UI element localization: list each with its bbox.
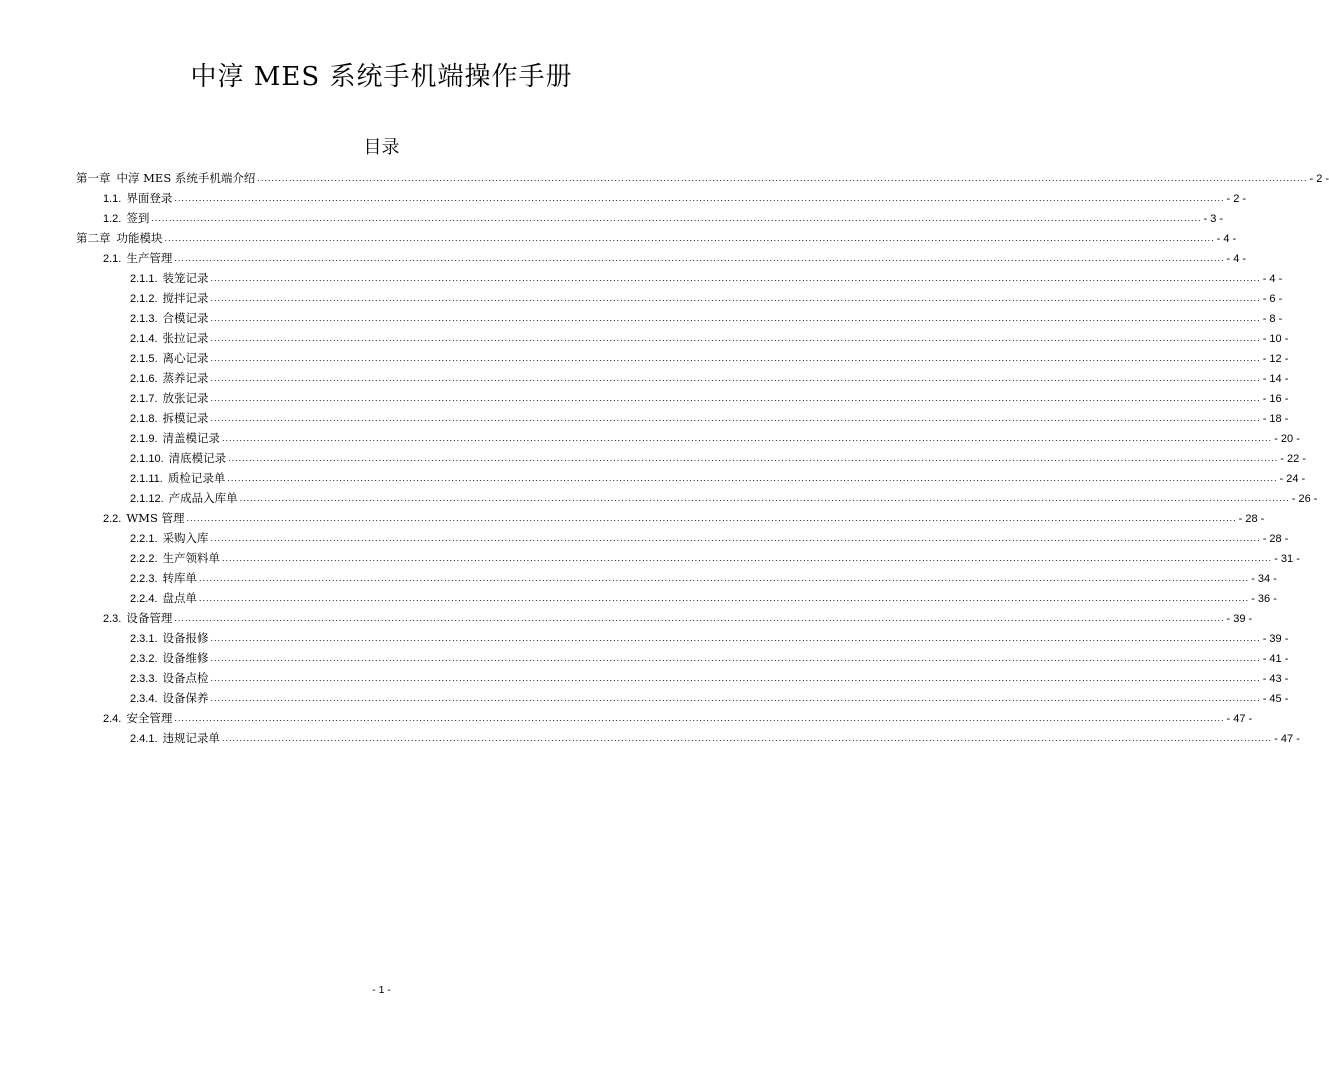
toc-leader-dots: ............................................................................................................................................................................................................................................................................................................ [210, 273, 1261, 283]
toc-entry-page: - 8 - [1262, 313, 1283, 325]
toc-entry-page: - 34 - [1251, 573, 1277, 585]
toc-entry-page: - 2 - [1309, 173, 1329, 185]
document-title: 中淳 MES 系统手机端操作手册 [190, 62, 573, 92]
toc-entry-number: 2.3.4. [130, 693, 158, 705]
toc-entry-number: 2.3. [103, 613, 122, 625]
toc-entry-label: 盘点单 [162, 591, 198, 605]
toc-entry-page: - 39 - [1262, 633, 1289, 645]
toc-leader-dots: ............................................................................................................................................................................................................................................................................................................ [227, 473, 1278, 483]
toc-leader-dots: ............................................................................................................................................................................................................................................................................................................ [164, 233, 1215, 243]
toc-entry-number: 2.2.4. [130, 593, 158, 605]
toc-heading: 目录 [363, 137, 400, 158]
toc-entry-label: 离心记录 [162, 351, 209, 365]
toc-entry[interactable] [76, 488, 1318, 508]
toc-entry-label: 安全管理 [126, 711, 173, 725]
toc-entry-label: 清底模记录 [168, 451, 227, 465]
toc-entry[interactable] [76, 508, 1265, 528]
toc-entry-label: 搅拌记录 [162, 291, 209, 305]
toc-leader-dots: ............................................................................................................................................................................................................................................................................................................ [222, 433, 1273, 443]
toc-entry-number: 2.1.6. [130, 373, 158, 385]
toc-entry-page: - 10 - [1262, 333, 1289, 345]
toc-entry-number: 2.1.9. [130, 433, 158, 445]
toc-leader-dots: ............................................................................................................................................................................................................................................................................................................ [210, 393, 1261, 403]
toc-entry-label: 设备管理 [126, 611, 173, 625]
toc-entry-label: 产成品入库单 [168, 491, 238, 505]
toc-entry[interactable] [76, 668, 1289, 688]
toc-entry-number: 第二章 [76, 231, 111, 245]
toc-entry[interactable] [76, 468, 1306, 488]
toc-leader-dots: ............................................................................................................................................................................................................................................................................................................ [199, 573, 1250, 583]
toc-entry-number: 2.1.11. [130, 473, 163, 485]
toc-entry[interactable] [76, 448, 1306, 468]
toc-entry[interactable] [76, 688, 1289, 708]
toc-entry-page: - 4 - [1216, 233, 1237, 245]
toc-entry[interactable] [76, 548, 1300, 568]
toc-entry-label: 生产领料单 [162, 551, 221, 565]
table-of-contents [76, 168, 1329, 748]
toc-entry-page: - 2 - [1226, 193, 1247, 205]
toc-entry-number: 2.2. [103, 513, 122, 525]
toc-entry-label: 界面登录 [126, 191, 173, 205]
toc-leader-dots: ............................................................................................................................................................................................................................................................................................................ [174, 613, 1225, 623]
toc-entry[interactable] [76, 588, 1277, 608]
toc-entry[interactable] [76, 648, 1289, 668]
toc-entry-page: - 6 - [1262, 293, 1283, 305]
toc-entry-label: 设备报修 [162, 631, 209, 645]
toc-leader-dots: ............................................................................................................................................................................................................................................................................................................ [210, 293, 1261, 303]
toc-entry-number: 2.2.3. [130, 573, 158, 585]
toc-entry-page: - 12 - [1262, 353, 1289, 365]
toc-entry-number: 2.1.7. [130, 393, 158, 405]
toc-entry[interactable] [76, 288, 1283, 308]
toc-entry-label: 设备保养 [162, 691, 209, 705]
toc-entry-number: 2.3.3. [130, 673, 158, 685]
toc-entry[interactable] [76, 568, 1277, 588]
toc-entry[interactable] [76, 408, 1289, 428]
toc-entry-label: 生产管理 [126, 251, 173, 265]
toc-entry[interactable] [76, 248, 1247, 268]
toc-entry-label: 放张记录 [162, 391, 209, 405]
toc-entry[interactable] [76, 348, 1289, 368]
toc-entry-page: - 24 - [1279, 473, 1306, 485]
toc-entry-label: 违规记录单 [162, 731, 221, 745]
toc-leader-dots: ............................................................................................................................................................................................................................................................................................................ [210, 333, 1261, 343]
toc-leader-dots: ............................................................................................................................................................................................................................................................................................................ [222, 733, 1273, 743]
toc-entry-number: 2.1.1. [130, 273, 158, 285]
toc-entry-label: 质检记录单 [167, 471, 226, 485]
toc-entry-number: 2.1. [103, 253, 122, 265]
toc-entry-number: 2.4.1. [130, 733, 158, 745]
toc-entry[interactable] [76, 428, 1300, 448]
toc-entry-number: 2.1.4. [130, 333, 158, 345]
toc-entry-label: 张拉记录 [162, 331, 209, 345]
toc-entry-label: 合模记录 [162, 311, 209, 325]
toc-entry[interactable] [76, 308, 1283, 328]
toc-leader-dots: ............................................................................................................................................................................................................................................................................................................ [174, 713, 1225, 723]
toc-entry-number: 1.1. [103, 193, 122, 205]
toc-entry-label: 签到 [126, 211, 150, 225]
page-number-footer: - 1 - [372, 984, 391, 996]
toc-entry-page: - 22 - [1280, 453, 1306, 465]
toc-entry-number: 2.1.3. [130, 313, 158, 325]
toc-entry-page: - 41 - [1262, 653, 1289, 665]
toc-leader-dots: ............................................................................................................................................................................................................................................................................................................ [210, 413, 1261, 423]
toc-entry-page: - 47 - [1274, 733, 1300, 745]
toc-entry[interactable] [76, 728, 1300, 748]
toc-entry-number: 2.3.2. [130, 653, 158, 665]
toc-entry-page: - 47 - [1226, 713, 1253, 725]
toc-entry-label: 拆模记录 [162, 411, 209, 425]
toc-entry-number: 2.1.10. [130, 453, 164, 465]
toc-entry-number: 2.4. [103, 713, 122, 725]
toc-entry-page: - 39 - [1226, 613, 1253, 625]
toc-leader-dots: ............................................................................................................................................................................................................................................................................................................ [210, 353, 1261, 363]
toc-entry[interactable] [76, 528, 1289, 548]
toc-leader-dots: ............................................................................................................................................................................................................................................................................................................ [210, 633, 1261, 643]
toc-entry-page: - 16 - [1262, 393, 1289, 405]
toc-entry-number: 2.3.1. [130, 633, 158, 645]
toc-entry-number: 1.2. [103, 213, 122, 225]
toc-entry-page: - 45 - [1262, 693, 1289, 705]
toc-entry[interactable] [76, 168, 1329, 188]
toc-entry-label: 清盖模记录 [162, 431, 221, 445]
toc-entry-number: 2.1.2. [130, 293, 158, 305]
toc-entry[interactable] [76, 228, 1237, 248]
toc-entry[interactable] [76, 708, 1253, 728]
toc-entry-label: 蒸养记录 [162, 371, 209, 385]
toc-entry-page: - 4 - [1262, 273, 1283, 285]
toc-entry-number: 2.1.8. [130, 413, 158, 425]
toc-leader-dots: ............................................................................................................................................................................................................................................................................................................ [151, 213, 1202, 223]
toc-leader-dots: ............................................................................................................................................................................................................................................................................................................ [257, 173, 1308, 183]
toc-leader-dots: ............................................................................................................................................................................................................................................................................................................ [222, 553, 1273, 563]
toc-entry[interactable] [76, 608, 1253, 628]
toc-entry-page: - 20 - [1274, 433, 1300, 445]
toc-entry[interactable] [76, 268, 1283, 288]
toc-leader-dots: ............................................................................................................................................................................................................................................................................................................ [186, 513, 1237, 523]
toc-entry-page: - 28 - [1262, 533, 1289, 545]
toc-leader-dots: ............................................................................................................................................................................................................................................................................................................ [210, 373, 1261, 383]
toc-entry-label: 设备点检 [162, 671, 209, 685]
toc-leader-dots: ............................................................................................................................................................................................................................................................................................................ [228, 453, 1279, 463]
toc-entry-number: 2.2.2. [130, 553, 158, 565]
toc-entry-number: 2.2.1. [130, 533, 158, 545]
toc-leader-dots: ............................................................................................................................................................................................................................................................................................................ [210, 693, 1261, 703]
toc-entry-page: - 31 - [1274, 553, 1300, 565]
toc-entry[interactable] [76, 188, 1247, 208]
toc-leader-dots: ............................................................................................................................................................................................................................................................................................................ [210, 313, 1261, 323]
toc-entry-page: - 14 - [1262, 373, 1289, 385]
toc-entry[interactable] [76, 328, 1289, 348]
toc-entry-number: 第一章 [76, 171, 111, 185]
toc-leader-dots: ............................................................................................................................................................................................................................................................................................................ [174, 193, 1225, 203]
toc-entry-page: - 43 - [1262, 673, 1289, 685]
toc-entry-label: 采购入库 [162, 531, 209, 545]
toc-entry-label: 设备维修 [162, 651, 209, 665]
toc-entry-label: 功能模块 [116, 231, 163, 245]
toc-entry[interactable] [76, 208, 1224, 228]
toc-entry-page: - 4 - [1226, 253, 1247, 265]
toc-entry[interactable] [76, 388, 1289, 408]
toc-entry-page: - 18 - [1262, 413, 1289, 425]
toc-entry-page: - 26 - [1291, 493, 1318, 505]
toc-entry-label: 转库单 [162, 571, 198, 585]
toc-entry-number: 2.1.12. [130, 493, 164, 505]
toc-entry-page: - 36 - [1251, 593, 1277, 605]
toc-entry[interactable] [76, 368, 1289, 388]
toc-leader-dots: ............................................................................................................................................................................................................................................................................................................ [199, 593, 1250, 603]
toc-entry-page: - 28 - [1238, 513, 1265, 525]
toc-entry-page: - 3 - [1203, 213, 1224, 225]
toc-entry-label: 中淳 MES 系统手机端介绍 [116, 171, 256, 185]
toc-leader-dots: ............................................................................................................................................................................................................................................................................................................ [174, 253, 1225, 263]
toc-entry-label: 装笼记录 [162, 271, 209, 285]
toc-leader-dots: ............................................................................................................................................................................................................................................................................................................ [210, 533, 1261, 543]
toc-entry-number: 2.1.5. [130, 353, 158, 365]
toc-entry-label: WMS 管理 [126, 511, 185, 525]
toc-leader-dots: ............................................................................................................................................................................................................................................................................................................ [210, 673, 1261, 683]
toc-entry[interactable] [76, 628, 1289, 648]
toc-leader-dots: ............................................................................................................................................................................................................................................................................................................ [239, 493, 1290, 503]
toc-leader-dots: ............................................................................................................................................................................................................................................................................................................ [210, 653, 1261, 663]
